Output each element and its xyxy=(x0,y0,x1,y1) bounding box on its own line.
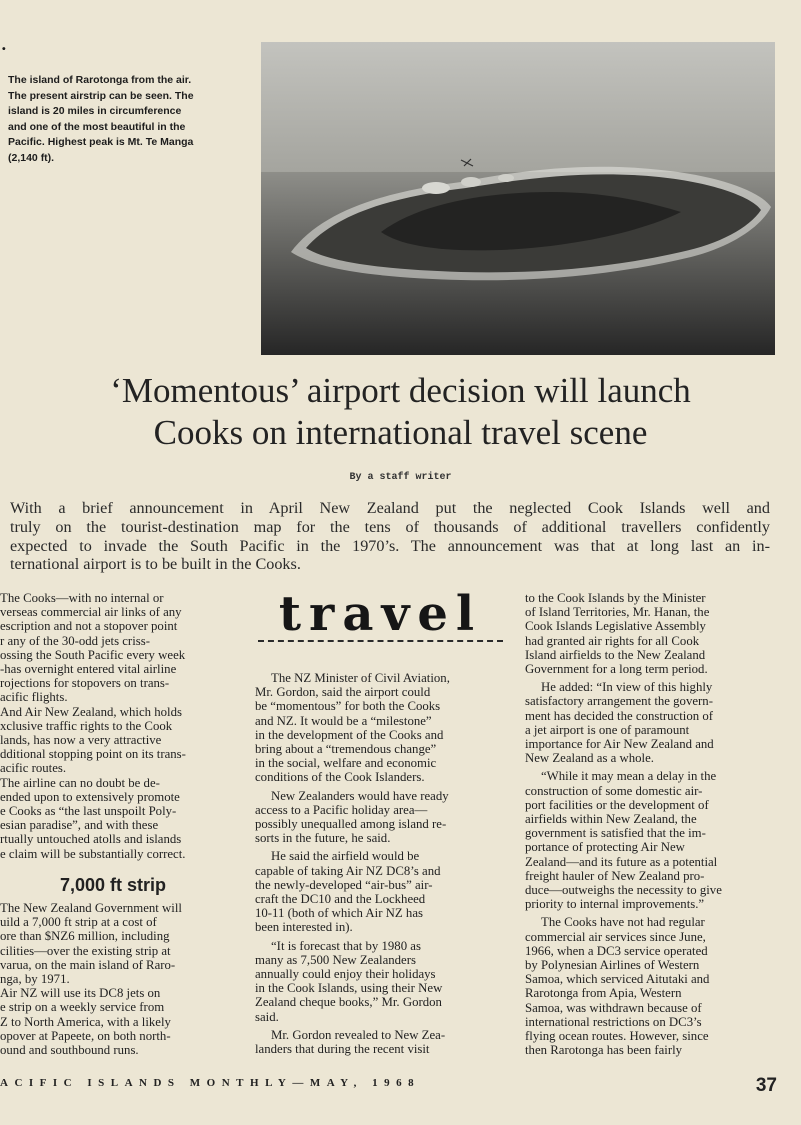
body-line: Rarotonga from Apia, Western xyxy=(525,986,682,1001)
caption-line: The island of Rarotonga from the air. xyxy=(8,74,192,86)
body-line: 1966, when a DC3 service operated xyxy=(525,943,708,958)
body-line: acific routes. xyxy=(0,761,67,776)
body-line: possibly unequalled among island re- xyxy=(255,817,447,832)
body-line: portance of protecting Air New xyxy=(525,840,685,855)
caption-line: and one of the most beautiful in the xyxy=(8,120,186,133)
body-line: cilities—over the existing strip at xyxy=(0,943,171,958)
body-line: Zealand cheque books,” Mr. Gordon xyxy=(255,995,442,1010)
body-line: been interested in). xyxy=(255,920,353,935)
body-line: had granted air rights for all Cook xyxy=(525,633,700,648)
body-line: lands, has now a very attractive xyxy=(0,733,162,748)
body-line: port facilities or the development of xyxy=(525,797,709,812)
body-line: He said the airfield would be xyxy=(271,849,420,864)
body-line: esian paradise”, and with these xyxy=(0,818,159,833)
headline xyxy=(0,370,801,454)
body-line: the newly-developed “air-bus” air- xyxy=(255,877,433,892)
body-line: a jet airport is one of paramount xyxy=(525,722,690,737)
body-line: satisfactory arrangement the govern- xyxy=(525,694,713,709)
island-illustration xyxy=(261,42,775,355)
body-line: duce—outweighs the necessity to give xyxy=(525,883,722,898)
body-line: The NZ Minister of Civil Aviation, xyxy=(271,671,450,685)
body-line: in the Cook Islands, using their New xyxy=(255,981,443,996)
headline-line: Cooks on international travel scene xyxy=(153,413,648,452)
body-line: Island airfields to the New Zealand xyxy=(525,647,706,662)
body-line: New Zealand as a whole. xyxy=(525,751,654,766)
caption-line: island is 20 miles in circumference xyxy=(8,105,182,117)
body-line: Air NZ will use its DC8 jets on xyxy=(0,986,161,1001)
body-line: The New Zealand Government will xyxy=(0,901,182,915)
body-line: flying ocean routes. However, since xyxy=(525,1029,709,1044)
body-line: many as 7,500 New Zealanders xyxy=(255,952,416,967)
footer-publication: ACIFIC ISLANDS MONTHLY—MAY, 1968 xyxy=(0,1077,421,1089)
body-line: “It is forecast that by 1980 as xyxy=(271,938,421,953)
body-line: and NZ. It would be a “milestone” xyxy=(255,713,432,728)
body-line: nga, by 1971. xyxy=(0,972,70,987)
body-line: rtually untouched atolls and islands xyxy=(0,832,182,847)
body-line: said. xyxy=(255,1009,279,1024)
body-line: in the development of the Cooks and xyxy=(255,727,444,742)
body-line: ment has decided the construction of xyxy=(525,708,713,723)
body-line: of Island Territories, Mr. Hanan, the xyxy=(525,605,710,620)
body-line: sorts in the future, he said. xyxy=(255,831,391,846)
subhead-7000-ft-strip: 7,000 ft strip xyxy=(60,875,167,895)
body-line: The Cooks—with no internal or xyxy=(0,591,164,605)
body-line: e claim will be substantially correct. xyxy=(0,846,186,861)
body-line: xclusive traffic rights to the Cook xyxy=(0,718,173,733)
body-line: ended upon to extensively promote xyxy=(0,789,180,804)
caption-bullet: • xyxy=(2,43,6,55)
body-line: varua, on the main island of Raro- xyxy=(0,957,176,972)
body-line: commercial air services since June, xyxy=(525,929,706,944)
body-line: Z to North America, with a likely xyxy=(0,1014,171,1029)
body-line: e strip on a weekly service from xyxy=(0,1000,165,1015)
travel-section-label: travel xyxy=(278,586,483,642)
body-line: opover at Papeete, on both north- xyxy=(0,1028,171,1043)
body-line: e Cooks as “the last unspoilt Poly- xyxy=(0,804,177,819)
headline-line: ‘Momentous’ airport decision will launch xyxy=(110,371,691,410)
intro-line: ternational airport is to be built in the Cooks. xyxy=(10,555,301,574)
intro-paragraph xyxy=(10,499,770,574)
body-line: priority to internal improvements.” xyxy=(525,897,705,912)
body-line: 10-11 (both of which Air NZ has xyxy=(255,906,423,921)
body-line: “While it may mean a delay in the xyxy=(541,769,717,784)
caption-line: The present airstrip can be seen. The xyxy=(8,89,194,102)
column-3 xyxy=(525,591,778,1058)
body-line: conditions of the Cook Islanders. xyxy=(255,770,425,785)
dashed-rule xyxy=(258,640,503,642)
body-line: to the Cook Islands by the Minister xyxy=(525,591,706,605)
caption-line: Pacific. Highest peak is Mt. Te Manga xyxy=(8,136,194,148)
body-line: craft the DC10 and the Lockheed xyxy=(255,892,426,907)
body-line: by Polynesian Airlines of Western xyxy=(525,958,700,973)
body-line: airfields within New Zealand, the xyxy=(525,812,697,827)
body-line: rojections for stopovers on trans- xyxy=(0,676,170,691)
intro-line: expected to invade the South Pacific in the 1970’s. The announcement was that at long last an in- xyxy=(10,536,770,555)
byline: By a staff writer xyxy=(349,472,452,483)
body-line: freight hauler of New Zealand pro- xyxy=(525,868,705,883)
body-line: And Air New Zealand, which holds xyxy=(0,704,182,719)
body-line: international restrictions on DC3’s xyxy=(525,1014,702,1029)
body-line: Cook Islands Legislative Assembly xyxy=(525,619,706,634)
body-line: uild a 7,000 ft strip at a cost of xyxy=(0,915,157,930)
body-line: escription and not a stopover point xyxy=(0,619,178,634)
body-line: He added: “In view of this highly xyxy=(541,680,713,695)
body-line: r any of the 30-odd jets criss- xyxy=(0,633,150,648)
body-line: government is satisfied that the im- xyxy=(525,826,706,841)
body-line: then Rarotonga has been fairly xyxy=(525,1043,683,1058)
column-1-continued xyxy=(0,901,240,1057)
body-line: New Zealanders would have ready xyxy=(271,788,449,803)
body-line: acific flights. xyxy=(0,690,68,705)
body-line: landers that during the recent visit xyxy=(255,1042,430,1057)
body-line: -has overnight entered vital airline xyxy=(0,662,177,677)
column-1 xyxy=(0,591,240,861)
column-2 xyxy=(255,671,505,1056)
body-line: access to a Pacific holiday area— xyxy=(255,802,428,817)
body-line: construction of some domestic air- xyxy=(525,783,703,798)
page-number: 37 xyxy=(755,1075,777,1096)
body-line: verseas commercial air links of any xyxy=(0,605,182,620)
body-line: The Cooks have not had regular xyxy=(541,915,705,930)
body-line: importance for Air New Zealand and xyxy=(525,737,714,752)
body-line: dditional stopping point on its trans- xyxy=(0,747,186,762)
body-line: Government for a long term period. xyxy=(525,662,708,677)
body-line: ossing the South Pacific every week xyxy=(0,647,186,662)
body-line: ound and southbound runs. xyxy=(0,1043,139,1058)
body-line: Samoa, which serviced Aitutaki and xyxy=(525,972,710,987)
body-line: ore than $NZ6 million, including xyxy=(0,929,170,944)
body-line: Samoa, was withdrawn because of xyxy=(525,1000,702,1015)
body-line: Zealand—and its future as a potential xyxy=(525,854,718,869)
aerial-photo-rarotonga xyxy=(261,42,775,355)
caption-line: (2,140 ft). xyxy=(8,151,55,164)
body-line: annually could enjoy their holidays xyxy=(255,967,436,982)
body-line: be “momentous” for both the Cooks xyxy=(255,699,441,714)
body-line: bring about a “tremendous change” xyxy=(255,742,437,757)
body-line: in the social, welfare and economic xyxy=(255,756,437,771)
body-line: Mr. Gordon revealed to New Zea- xyxy=(271,1027,446,1042)
intro-line: With a brief announcement in April New Zealand put the neglected Cook Islands well and xyxy=(10,499,770,517)
body-line: Mr. Gordon, said the airport could xyxy=(255,685,431,700)
body-line: capable of taking Air NZ DC8’s and xyxy=(255,863,441,878)
body-line: The airline can no doubt be de- xyxy=(0,775,160,790)
photo-caption xyxy=(2,42,246,166)
intro-line: truly on the tourist-destination map for the tens of thousands of additional travellers confidently xyxy=(10,517,770,536)
